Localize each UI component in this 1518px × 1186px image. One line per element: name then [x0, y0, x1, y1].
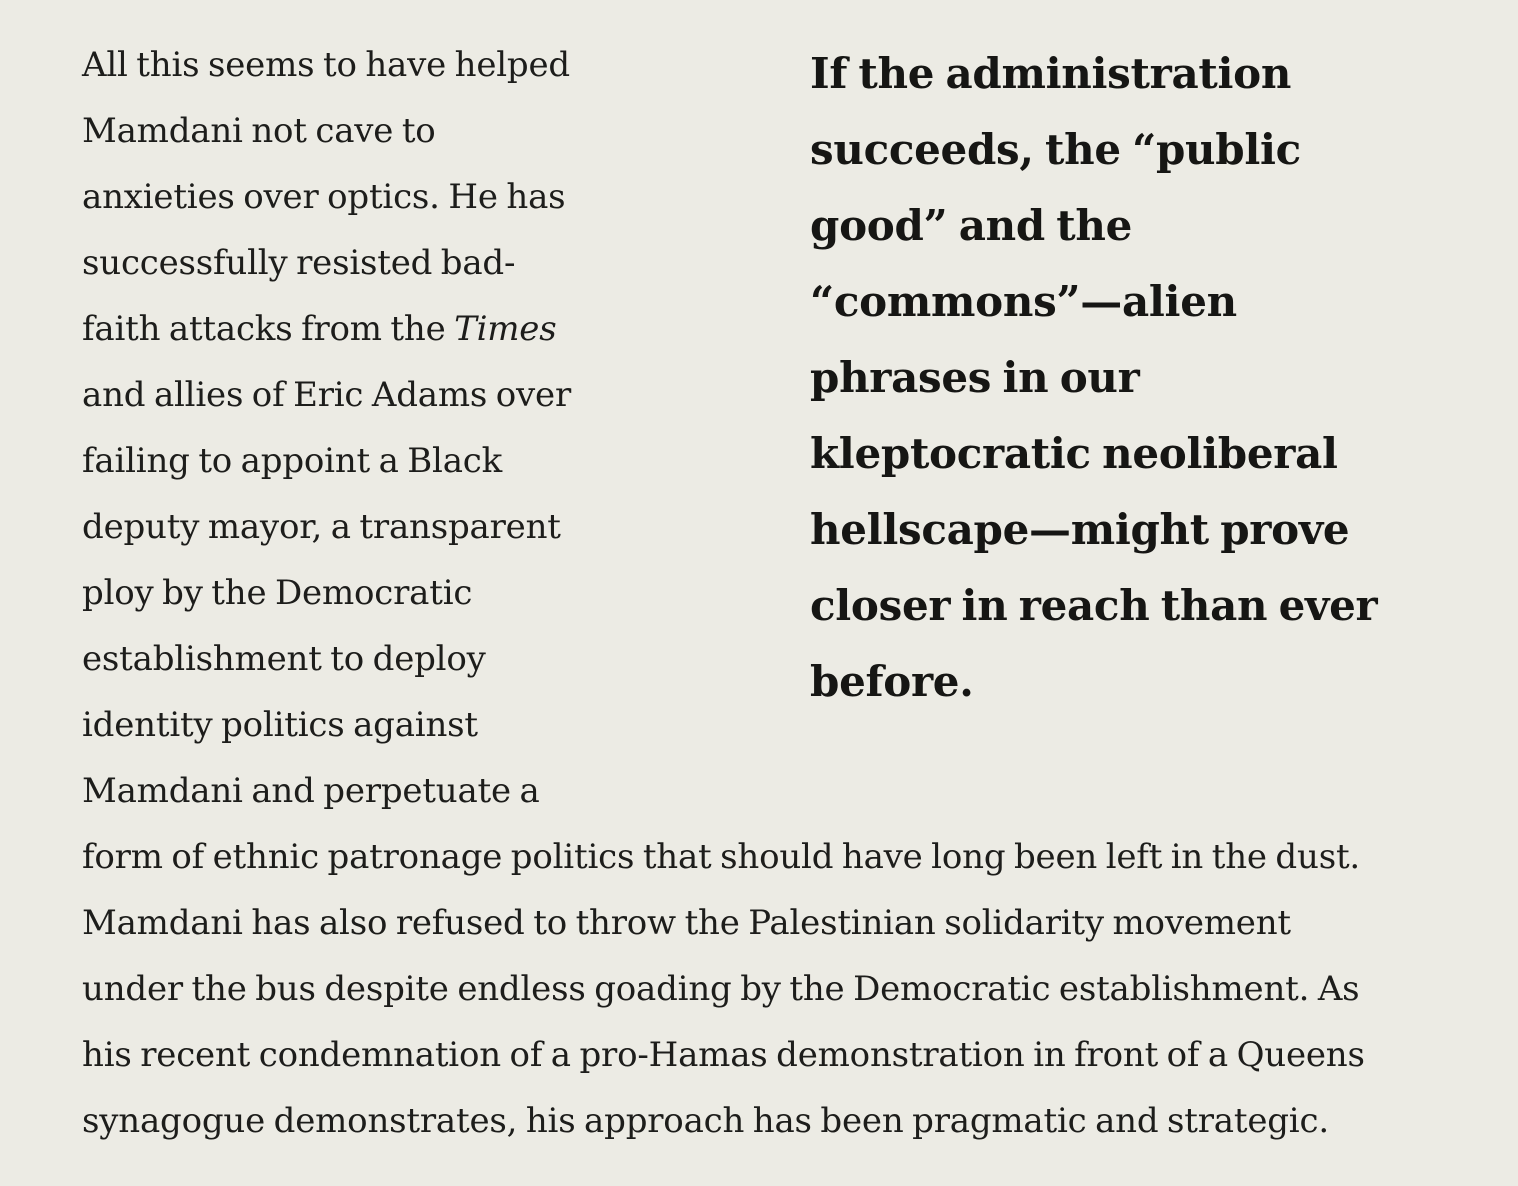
pull-quote-line: succeeds, the “public: [810, 125, 1301, 174]
pull-quote-line: good” and the: [810, 201, 1133, 250]
paragraph-line: anxieties over optics. He has: [82, 177, 566, 217]
paragraph-line: identity politics against: [82, 705, 478, 745]
paragraph-line: and allies of Eric Adams over: [82, 375, 572, 415]
paragraph-line: Mamdani has also refused to throw the Palestinian solidarity movement: [82, 903, 1291, 943]
paragraph-line: form of ethnic patronage politics that should have long been left in the dust.: [82, 837, 1361, 877]
paragraph-line: Mamdani not cave to: [82, 111, 436, 151]
paragraph-line: under the bus despite endless goading by the Democratic establishment. As: [82, 969, 1360, 1009]
paragraph-line: deputy mayor, a transparent: [82, 507, 561, 547]
paragraph-line: synagogue demonstrates, his approach has been pragmatic and strategic.: [82, 1101, 1329, 1141]
paragraph-line: failing to appoint a Black: [82, 441, 503, 481]
pull-quote-line: hellscape—might prove: [810, 505, 1350, 554]
pull-quote-line: If the administration: [810, 49, 1292, 98]
pull-quote-line: closer in reach than ever: [810, 581, 1378, 630]
paragraph-line: establishment to deploy: [82, 639, 486, 679]
pull-quote-line: kleptocratic neoliberal: [810, 429, 1338, 478]
paragraph-line: his recent condemnation of a pro-Hamas demonstration in front of a Queens: [82, 1035, 1365, 1075]
pull-quote-line: “commons”—alien: [810, 277, 1237, 326]
pull-quote-line: before.: [810, 657, 974, 706]
paragraph-line: Mamdani and perpetuate a: [82, 771, 540, 811]
publication-name-times: Times: [454, 309, 557, 349]
paragraph-line-text: faith attacks from the: [82, 309, 455, 349]
paragraph-line: All this seems to have helped: [82, 45, 570, 85]
paragraph-line: ploy by the Democratic: [82, 573, 473, 613]
paragraph-line: successfully resisted bad-: [82, 243, 516, 283]
pull-quote-line: phrases in our: [810, 353, 1140, 402]
pull-quote: [810, 36, 1450, 720]
